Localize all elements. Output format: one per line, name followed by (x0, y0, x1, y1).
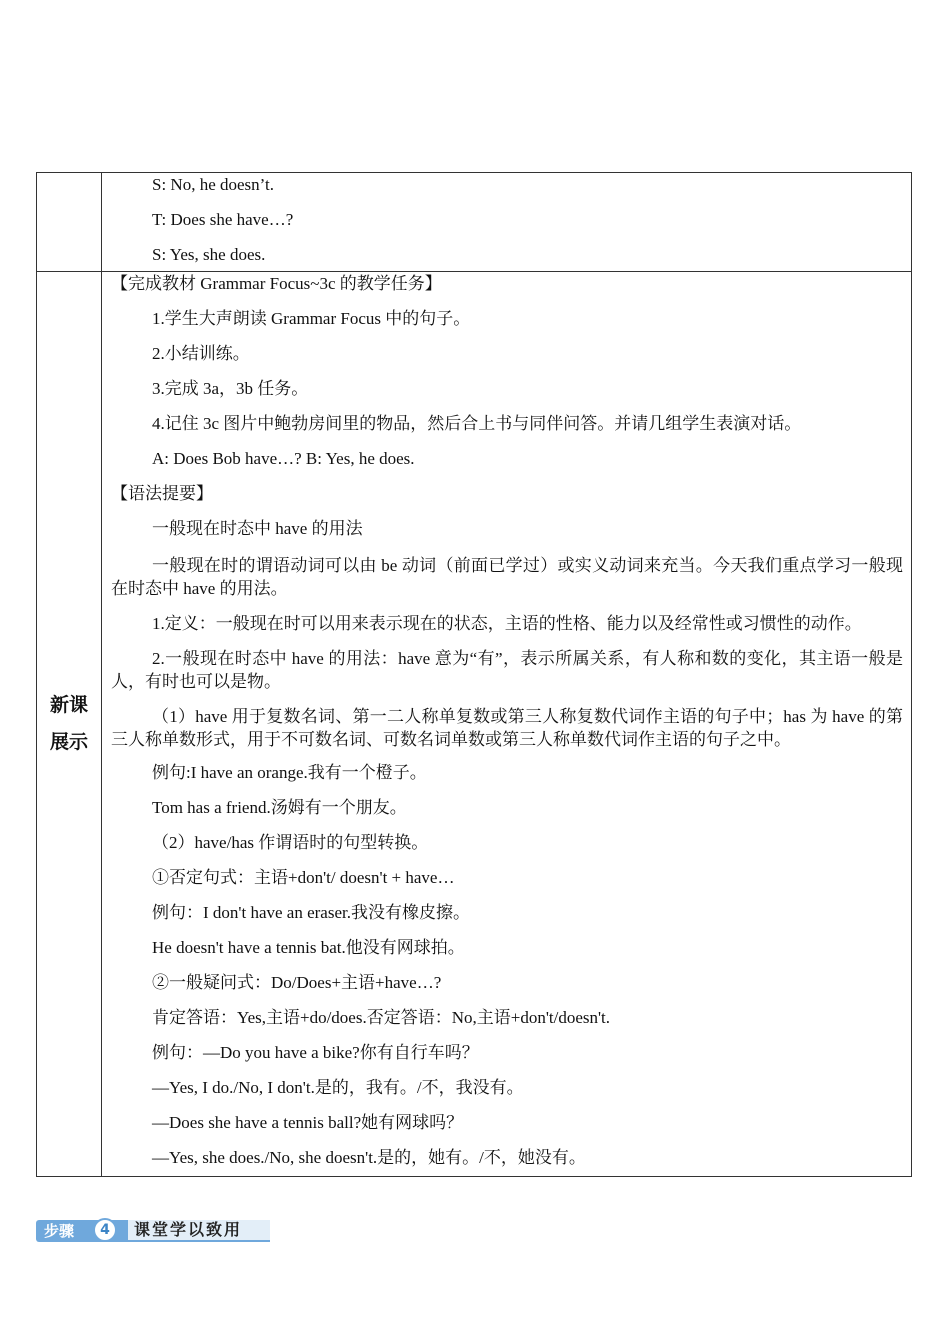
dialogue-line: T: Does she have…? (152, 210, 294, 229)
dialogue-line: S: No, he doesn’t. (152, 175, 274, 194)
grammar-title: 一般现在时态中 have 的用法 (152, 519, 363, 538)
table-row (37, 173, 912, 272)
task-item: 3.完成 3a，3b 任务。 (152, 379, 309, 398)
example-line: —Does she have a tennis ball?她有网球吗？ (152, 1113, 464, 1132)
section-label (37, 687, 101, 761)
example-line: He doesn't have a tennis bat.他没有网球拍。 (152, 938, 465, 957)
task-item: 2.小结训练。 (152, 344, 250, 363)
example-line: —Yes, she does./No, she doesn't.是的，她有。/不，她没有。 (152, 1148, 586, 1167)
grammar-heading: 【语法提要】 (111, 484, 213, 503)
lesson-table (36, 172, 912, 1177)
example-line: 肯定答语：Yes,主语+do/does.否定答语：No,主语+don't/doesn't. (152, 1008, 611, 1027)
grammar-paragraph: 1.定义：一般现在时可以用来表示现在的状态，主语的性格、能力以及经常性或习惯性的动作。 (152, 614, 862, 633)
example-line: 例句:I have an orange.我有一个橙子。 (152, 763, 427, 782)
example-line: 例句：—Do you have a bike?你有自行车吗？ (152, 1043, 479, 1062)
dialogue-line: S: Yes, she does. (152, 245, 266, 264)
example-line: ②一般疑问式：Do/Does+主语+have…? (152, 973, 442, 992)
step-banner (36, 1218, 270, 1244)
step-number-badge: 4 (93, 1218, 117, 1242)
row-content-cell (102, 272, 912, 1177)
step-label: 步骤 (36, 1220, 128, 1242)
example-line: —Yes, I do./No, I don't.是的，我有。/不，我没有。 (152, 1078, 524, 1097)
row-label-cell (37, 173, 102, 272)
task-item: A: Does Bob have…? B: Yes, he does. (152, 449, 415, 468)
example-line: Tom has a friend.汤姆有一个朋友。 (152, 798, 407, 817)
section-label-line: 展示 (49, 731, 88, 753)
example-line: ①否定句式：主语+don't/ doesn't + have… (152, 868, 455, 887)
grammar-paragraph: （1）have 用于复数名词、第一二人称单复数或第三人称复数代词作主语的句子中；has 为 have 的第三人称单数形式，用于不可数名词、可数名词单数或第三人称单数代词作主语的句子之中。 (111, 707, 903, 749)
grammar-paragraph: 2.一般现在时态中 have 的用法：have 意为“有”，表示所属关系，有人称和数的变化，其主语一般是人，有时也可以是物。 (111, 649, 903, 691)
step-title: 课堂学以致用 (128, 1220, 270, 1242)
task-item: 1.学生大声朗读 Grammar Focus 中的句子。 (152, 309, 471, 328)
task-item: 4.记住 3c 图片中鲍勃房间里的物品，然后合上书与同伴问答。并请几组学生表演对话。 (152, 414, 802, 433)
table-row (37, 272, 912, 1177)
row-label-cell (37, 272, 102, 1177)
example-line: 例句：I don't have an eraser.我没有橡皮擦。 (152, 903, 470, 922)
section-label-line: 新课 (49, 694, 88, 716)
task-heading: 【完成教材 Grammar Focus~3c 的教学任务】 (111, 274, 442, 293)
example-line: （2）have/has 作谓语时的句型转换。 (152, 833, 429, 852)
grammar-paragraph: 一般现在时的谓语动词可以由 be 动词（前面已学过）或实义动词来充当。今天我们重点学习一般现在时态中 have 的用法。 (111, 556, 903, 598)
row-content-cell (102, 173, 912, 272)
